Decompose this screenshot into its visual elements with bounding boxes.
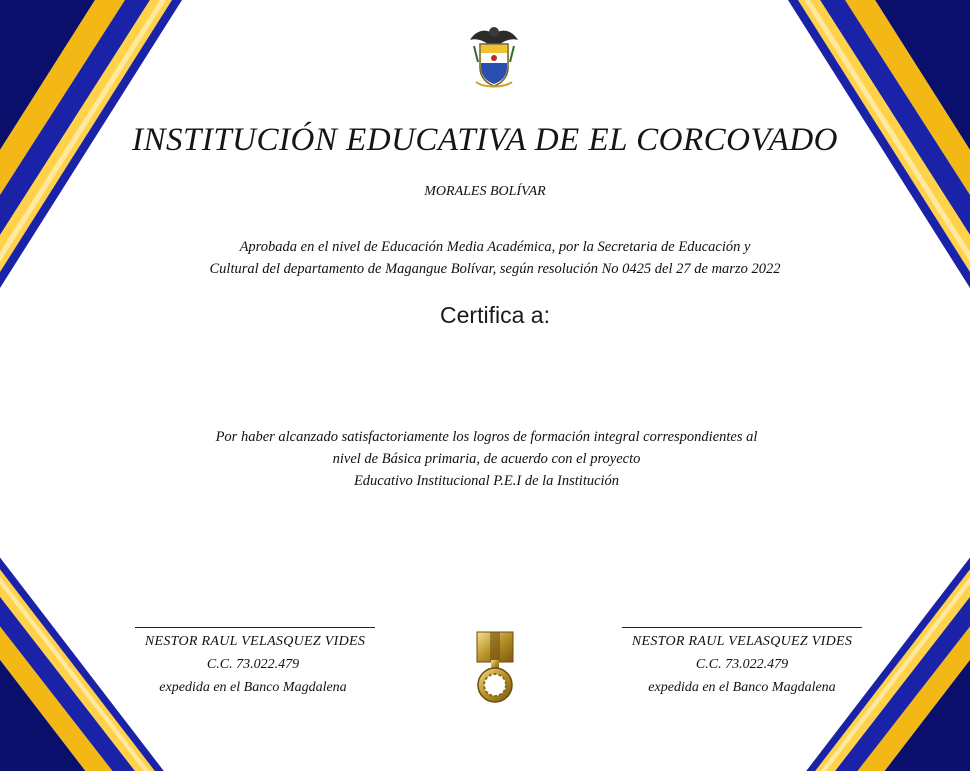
certifies-heading: Certifica a:: [440, 302, 550, 328]
signature-line: [622, 627, 862, 628]
signer-id: C.C. 73.022.479: [206, 657, 300, 672]
signer-id-issued: expedida en el Banco Magdalena: [159, 680, 347, 695]
institution-name: INSTITUCIÓN EDUCATIVA DE EL CORCOVADO: [131, 122, 839, 158]
colombia-coat-of-arms-icon: [466, 22, 522, 90]
signature-line: [135, 627, 375, 628]
gold-medal-icon: [470, 630, 520, 704]
reason-line-1: Por haber alcanzado satisfactoriamente los logros de formación integral correspondientes al: [215, 429, 758, 445]
reason-line-3: Educativo Institucional P.E.I de la Institución: [353, 473, 620, 489]
signer-id: C.C. 73.022.479: [695, 657, 789, 672]
reason-line-2: nivel de Básica primaria, de acuerdo con el proyecto: [332, 451, 641, 467]
signer-name: NESTOR RAUL VELASQUEZ VIDES: [631, 634, 853, 649]
approval-line-2: Cultural del departamento de Magangue Bolívar, según resolución No 0425 del 27 de marzo 2022: [209, 261, 781, 277]
signer-id-issued: expedida en el Banco Magdalena: [648, 680, 836, 695]
signer-name: NESTOR RAUL VELASQUEZ VIDES: [144, 634, 366, 649]
signature-block-right: [617, 627, 867, 699]
approval-line-1: Aprobada en el nivel de Educación Media Académica, por la Secretaria de Educación y: [239, 239, 751, 255]
reason-statement: [150, 426, 823, 492]
signature-block-left: [130, 627, 380, 699]
institution-location: MORALES BOLÍVAR: [424, 184, 546, 199]
approval-statement: [150, 236, 840, 280]
